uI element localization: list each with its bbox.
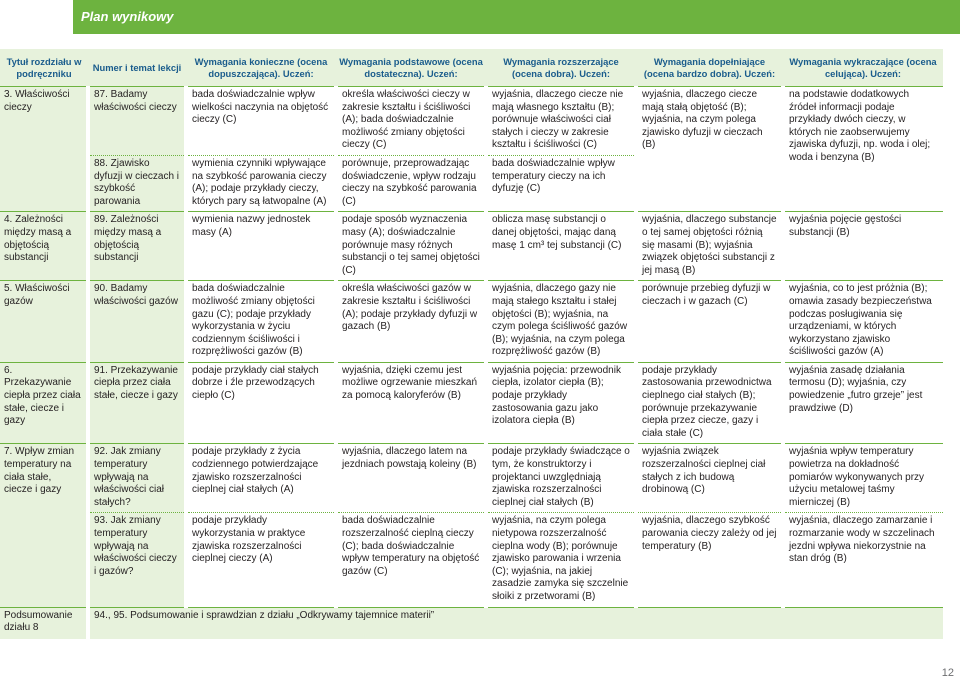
header-req-necessary: Wymagania konieczne (ocena dopuszczająca). Uczeń: — [186, 49, 336, 87]
table-row — [0, 87, 943, 156]
req-extended-cell: bada doświadczalnie wpływ temperatury cieczy na ich dyfuzję (C) — [486, 155, 636, 211]
chapter-cell: Podsumowanie działu 8 — [0, 607, 88, 639]
chapter-cell: 3. Właściwości cieczy — [0, 87, 88, 212]
summary-cell: 94., 95. Podsumowanie i sprawdzian z działu „Odkrywamy tajemnice materii” — [88, 607, 943, 639]
table-header-row — [0, 49, 943, 87]
req-beyond-cell: wyjaśnia pojęcie gęstości substancji (B) — [783, 212, 943, 281]
lesson-cell: 87. Badamy właściwości cieczy — [88, 87, 186, 156]
req-necessary-cell: podaje przykłady wykorzystania w praktyce zjawiska rozszerzalności cieplnej cieczy (A) — [186, 513, 336, 607]
req-basic-cell: bada doświadczalnie rozszerzalność cieplną cieczy (C); bada doświadczalnie wpływ temperatury na objętość gazów (C) — [336, 513, 486, 607]
table-row — [0, 513, 943, 607]
req-extended-cell: podaje przykłady świadczące o tym, że konstruktorzy i projektanci uwzględniają zjawiska rozszerzalności cieplnej ciał stałych (B) — [486, 444, 636, 513]
req-complementary-cell: wyjaśnia, dlaczego ciecze mają stałą objętość (B); wyjaśnia, na czym polega zjawisko dyfuzji w cieczach (B) — [636, 87, 783, 212]
banner — [0, 0, 960, 34]
table-row — [0, 607, 943, 639]
header-chapter: Tytuł rozdziału w podręczniku — [0, 49, 88, 87]
header-req-basic: Wymagania podstawowe (ocena dostateczna). Uczeń: — [336, 49, 486, 87]
req-extended-cell: wyjaśnia, na czym polega nietypowa rozszerzalność cieplna wody (B); porównuje zjawisko parowania i wrzenia (C); wyjaśnia, na jakiej zasadzie zamyka się szczelnie słoiki z przetworami (B) — [486, 513, 636, 607]
req-beyond-cell: na podstawie dodatkowych źródeł informacji podaje przykłady dwóch cieczy, w których nie zaobserwujemy zjawiska dyfuzji, np. woda i olej; woda i benzyna (B) — [783, 87, 943, 212]
req-beyond-cell: wyjaśnia, dlaczego zamarzanie i rozmarzanie wody w szczelinach jezdni wpływa niekorzystnie na stan dróg (B) — [783, 513, 943, 607]
req-extended-cell: wyjaśnia, dlaczego ciecze nie mają własnego kształtu (B); porównuje właściwości ciał stałych i cieczy w zakresie kształtu i ściśliwości (C) — [486, 87, 636, 156]
req-complementary-cell: wyjaśnia związek rozszerzalności cieplnej ciał stałych z ich budową drobinową (C) — [636, 444, 783, 513]
banner-bar — [73, 0, 960, 34]
req-complementary-cell: podaje przykłady zastosowania przewodnictwa cieplnego ciał stałych (B); porównuje przekazywanie ciepła przez ciecze, gazy i ciała stałe (C) — [636, 362, 783, 444]
lesson-cell: 92. Jak zmiany temperatury wpływają na właściwości ciał stałych? — [88, 444, 186, 513]
header-req-extended: Wymagania rozszerzające (ocena dobra). Uczeń: — [486, 49, 636, 87]
chapter-cell: 6. Przekazywanie ciepła przez ciała stałe, ciecze i gazy — [0, 362, 88, 444]
chapter-cell: 7. Wpływ zmian temperatury na ciała stałe, ciecze i gazy — [0, 444, 88, 607]
req-necessary-cell: wymienia czynniki wpływające na szybkość parowania cieczy (A); podaje przykłady cieczy, których pary są łatwopalne (A) — [186, 155, 336, 211]
lesson-cell: 91. Przekazywanie ciepła przez ciała stałe, ciecze i gazy — [88, 362, 186, 444]
chapter-cell: 5. Właściwości gazów — [0, 281, 88, 363]
table-row — [0, 281, 943, 363]
plan-table — [0, 49, 943, 639]
req-basic-cell: określa właściwości cieczy w zakresie kształtu i ściśliwości (A); bada doświadczalnie możliwość zmiany objętości cieczy (C) — [336, 87, 486, 156]
lesson-cell: 89. Zależności między masą a objętością substancji — [88, 212, 186, 281]
table-row — [0, 362, 943, 444]
req-beyond-cell: wyjaśnia, co to jest próżnia (B); omawia zasady bezpieczeństwa podczas posługiwania się urządzeniami, w których wykorzystano zjawisko ściśliwości gazów (A) — [783, 281, 943, 363]
req-extended-cell: oblicza masę substancji o danej objętości, mając daną masę 1 cm³ tej substancji (C) — [486, 212, 636, 281]
req-basic-cell: wyjaśnia, dzięki czemu jest możliwe ogrzewanie mieszkań za pomocą kaloryferów (B) — [336, 362, 486, 444]
req-extended-cell: wyjaśnia pojęcia: przewodnik ciepła, izolator ciepła (B); podaje przykłady zastosowania gazu jako izolatora ciepła (B) — [486, 362, 636, 444]
req-basic-cell: podaje sposób wyznaczenia masy (A); doświadczalnie porównuje masy różnych substancji o tej samej objętości (C) — [336, 212, 486, 281]
header-lesson: Numer i temat lekcji — [88, 49, 186, 87]
lesson-cell: 90. Badamy właściwości gazów — [88, 281, 186, 363]
header-req-complementary: Wymagania dopełniające (ocena bardzo dobra). Uczeń: — [636, 49, 783, 87]
table-row — [0, 212, 943, 281]
req-necessary-cell: bada doświadczalnie wpływ wielkości naczynia na objętość cieczy (C) — [186, 87, 336, 156]
req-beyond-cell: wyjaśnia zasadę działania termosu (D); wyjaśnia, czy powiedzenie „futro grzeje” jest prawdziwe (D) — [783, 362, 943, 444]
page-number: 12 — [941, 667, 954, 679]
lesson-cell: 93. Jak zmiany temperatury wpływają na właściwości cieczy i gazów? — [88, 513, 186, 607]
banner-title: Plan wynikowy — [81, 9, 174, 24]
table-row — [0, 444, 943, 513]
req-complementary-cell: porównuje przebieg dyfuzji w cieczach i w gazach (C) — [636, 281, 783, 363]
lesson-cell: 88. Zjawisko dyfuzji w cieczach i szybkość parowania — [88, 155, 186, 211]
req-basic-cell: określa właściwości gazów w zakresie kształtu i ściśliwości (A); podaje przykłady dyfuzji w gazach (B) — [336, 281, 486, 363]
req-necessary-cell: wymienia nazwy jednostek masy (A) — [186, 212, 336, 281]
req-basic-cell: wyjaśnia, dlaczego latem na jezdniach powstają koleiny (B) — [336, 444, 486, 513]
req-complementary-cell: wyjaśnia, dlaczego szybkość parowania cieczy zależy od jej temperatury (B) — [636, 513, 783, 607]
req-beyond-cell: wyjaśnia wpływ temperatury powietrza na dokładność pomiarów wykonywanych przy użyciu metalowej taśmy mierniczej (B) — [783, 444, 943, 513]
req-basic-cell: porównuje, przeprowadzając doświadczenie, wpływ rodzaju cieczy na szybkość parowania (C) — [336, 155, 486, 211]
req-necessary-cell: podaje przykłady z życia codziennego potwierdzające zjawisko rozszerzalności cieplnej ciał stałych (A) — [186, 444, 336, 513]
req-necessary-cell: bada doświadczalnie możliwość zmiany objętości gazu (C); podaje przykłady wykorzystania w życiu codziennym ściśliwości i rozprężliwości gazów (B) — [186, 281, 336, 363]
req-extended-cell: wyjaśnia, dlaczego gazy nie mają stałego kształtu i stałej objętości (B); wyjaśnia, na czym polega ściśliwość gazów (B); wyjaśnia, na czym polega rozprężliwość gazów (B) — [486, 281, 636, 363]
chapter-cell: 4. Zależności między masą a objętością substancji — [0, 212, 88, 281]
req-complementary-cell: wyjaśnia, dlaczego substancje o tej samej objętości różnią się masami (B); wyjaśnia związek objętości substancji z jej masą (B) — [636, 212, 783, 281]
req-necessary-cell: podaje przykłady ciał stałych dobrze i źle przewodzących ciepło (C) — [186, 362, 336, 444]
header-req-beyond: Wymagania wykraczające (ocena celująca). Uczeń: — [783, 49, 943, 87]
